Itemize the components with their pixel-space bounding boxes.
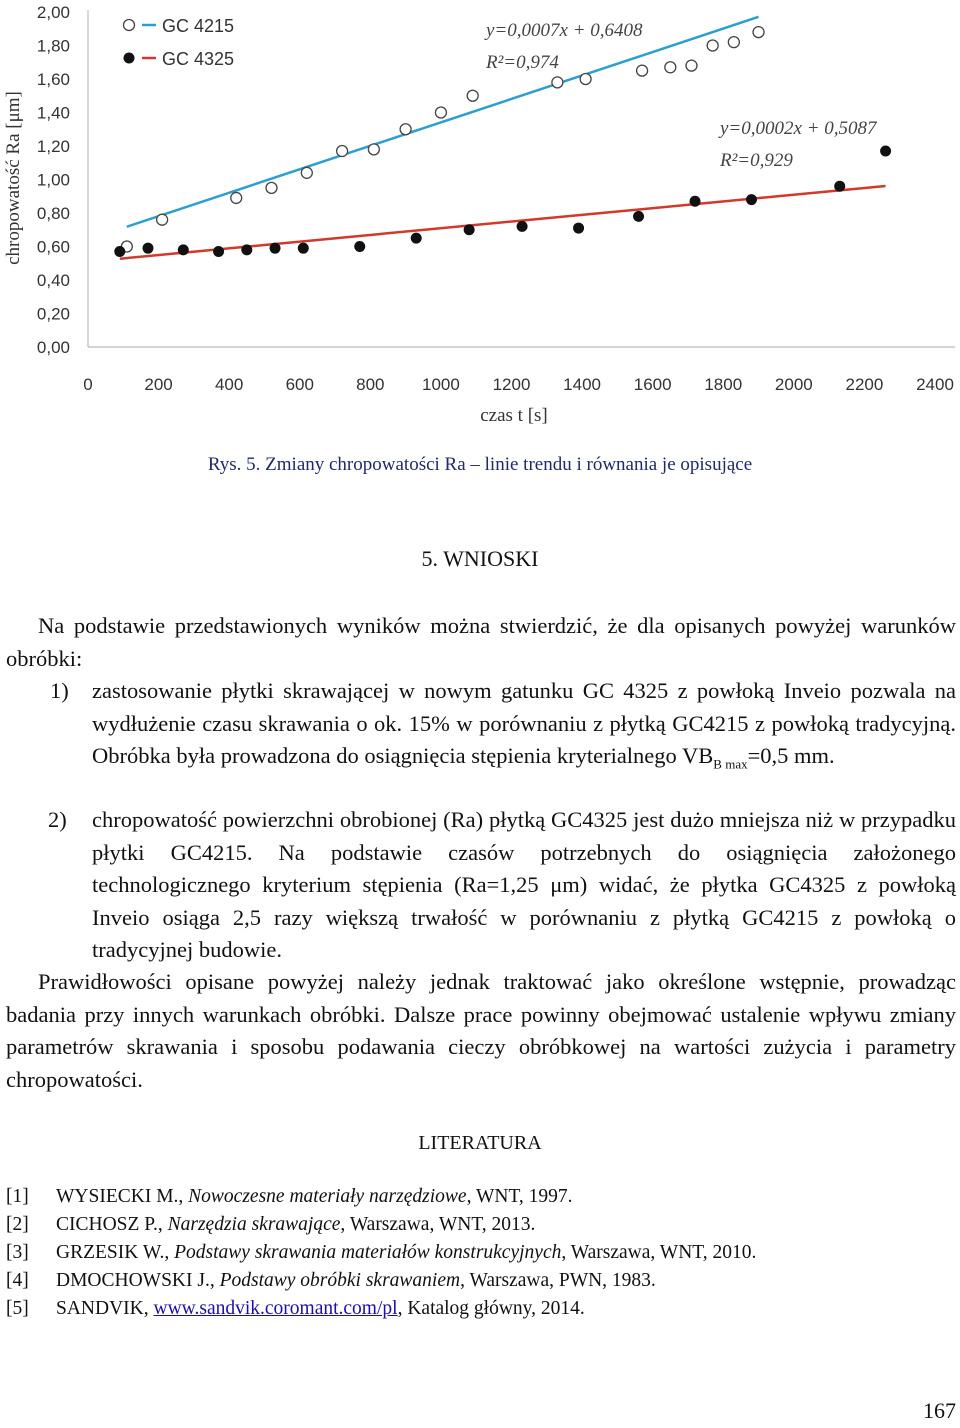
x-tick-label: 1600 <box>633 375 672 394</box>
data-point <box>753 27 764 38</box>
data-point <box>411 233 422 244</box>
legend-marker <box>124 53 135 64</box>
data-point <box>633 211 644 222</box>
x-tick-label: 2400 <box>916 375 954 394</box>
y-tick-label: 1,00 <box>36 170 70 190</box>
reference-number: [2] <box>6 1214 29 1235</box>
reference-3 <box>6 1242 756 1264</box>
data-point <box>637 65 648 76</box>
data-point <box>400 124 411 135</box>
x-axis-title: czas t [s] <box>480 405 548 426</box>
data-point <box>213 246 224 257</box>
reference-details: , WNT, 1997. <box>466 1186 573 1207</box>
y-axis-title: chropowatość Ra [μm] <box>3 91 24 265</box>
reference-details: , Warszawa, WNT, 2013. <box>340 1214 536 1235</box>
chart-area <box>0 0 960 440</box>
data-point <box>368 144 379 155</box>
x-tick-label: 800 <box>356 375 385 394</box>
x-tick-label: 1800 <box>704 375 743 394</box>
legend-label: GC 4215 <box>162 16 235 36</box>
reference-number: [5] <box>6 1298 29 1319</box>
section-title: 5. WNIOSKI <box>421 546 539 571</box>
data-point <box>231 192 242 203</box>
x-tick-label: 400 <box>214 375 244 394</box>
reference-author: CICHOSZ P., <box>56 1214 168 1235</box>
intro-paragraph: Na podstawie przedstawionych wyników można stwierdzić, że dla opisanych powyżej warunków obróbki: <box>6 613 956 671</box>
literature-title: LITERATURA <box>418 1132 542 1154</box>
y-tick-label: 0,20 <box>36 304 70 324</box>
reference-author: WYSIECKI M., <box>56 1186 189 1207</box>
reference-1 <box>6 1186 573 1208</box>
data-point <box>580 74 591 85</box>
x-tick-label: 2000 <box>774 375 813 394</box>
data-point <box>728 37 739 48</box>
reference-number: [1] <box>6 1186 29 1207</box>
x-tick-label: 1400 <box>563 375 601 394</box>
figure-caption: Rys. 5. Zmiany chropowatości Ra – linie trendu i równania je opisujące <box>207 454 753 475</box>
x-tick-label: 1000 <box>422 375 460 394</box>
data-point <box>464 224 475 235</box>
data-point <box>746 194 757 205</box>
y-tick-label: 0,00 <box>36 338 70 357</box>
data-point <box>517 221 528 232</box>
reference-4 <box>6 1270 656 1292</box>
x-tick-label: 600 <box>285 375 314 394</box>
reference-number: [4] <box>6 1270 29 1291</box>
item-1-body: zastosowanie płytki skrawającej w nowym gatunku GC 4325 z powłoką Inveio pozwala na wydłużenie czasu skrawania o ok. 15% w porównaniu z płytką GC4215 z powłoką tradycyjną. Obróbka była prowadzona do osiągnięcia stępienia kryterialnego VB <box>92 678 956 768</box>
data-point <box>880 146 891 157</box>
data-point <box>354 241 365 252</box>
data-point <box>337 146 348 157</box>
data-point <box>266 182 277 193</box>
reference-title: Narzędzia skrawające <box>167 1214 341 1235</box>
reference-author: SANDVIK, <box>56 1298 154 1319</box>
y-tick-label: 0,60 <box>36 237 70 257</box>
legend-marker <box>124 20 135 31</box>
y-tick-label: 1,80 <box>36 36 70 56</box>
data-point <box>142 243 153 254</box>
x-tick-label: 200 <box>144 375 173 394</box>
reference-title: Nowoczesne materiały narzędziowe <box>188 1186 467 1207</box>
x-tick-label: 2200 <box>845 375 884 394</box>
x-tick-label: 0 <box>83 375 93 394</box>
reference-author: GRZESIK W., <box>56 1242 175 1263</box>
trend-r-squared: R²=0,929 <box>720 150 793 171</box>
trend-r-squared: R²=0,974 <box>486 52 559 73</box>
reference-details: , Katalog główny, 2014. <box>397 1298 585 1319</box>
y-tick-label: 2,00 <box>36 3 70 22</box>
closing-paragraph: Prawidłowości opisane powyżej należy jednak traktować jako określone wstępnie, prowadząc badania przy innych warunkach obróbki. Dalsze prace powinny obejmować ustalenie wpływu zmiany parametrów skrawania i sposobu podawania cieczy obróbkowej na wartości zużycia i parametry chropowatości. <box>6 969 956 1092</box>
reference-title: Podstawy skrawania materiałów konstrukcyjnych <box>174 1242 562 1263</box>
item-1-tail: =0,5 mm. <box>747 743 835 768</box>
data-point <box>298 243 309 254</box>
trend-equation: y=0,0002x + 0,5087 <box>720 118 877 139</box>
item-2-text: chropowatość powierzchni obrobionej (Ra) płytką GC4325 jest dużo mniejsza niż w przypadku płytki GC4215. Na podstawie czasów potrzebnych do osiągnięcia założonego technologicznego kryterium stępienia (Ra=1,25 μm) widać, że płytka GC4325 z powłoką Inveio osiąga 2,5 razy większą trwałość w porównaniu z płytką GC4215 z powłoką o tradycyjnej budowie. <box>92 807 956 962</box>
y-tick-label: 1,20 <box>36 137 70 156</box>
data-point <box>834 181 845 192</box>
y-tick-label: 0,80 <box>36 204 70 223</box>
reference-5 <box>6 1298 585 1320</box>
data-point <box>690 196 701 207</box>
chart-legend <box>124 16 235 69</box>
y-tick-label: 1,60 <box>36 70 70 89</box>
data-point <box>301 167 312 178</box>
data-point <box>157 214 168 225</box>
reference-details: , Warszawa, WNT, 2010. <box>561 1242 757 1263</box>
reference-author: DMOCHOWSKI J., <box>56 1270 220 1291</box>
data-point <box>178 244 189 255</box>
reference-2 <box>6 1214 535 1236</box>
data-point <box>270 243 281 254</box>
reference-title: Podstawy obróbki skrawaniem <box>219 1270 461 1291</box>
item-1-text <box>92 675 956 781</box>
data-point <box>686 60 697 71</box>
page-number: 167 <box>923 1398 956 1423</box>
item-1-number: 1) <box>50 678 69 703</box>
data-point <box>467 90 478 101</box>
data-point <box>552 77 563 88</box>
x-tick-label: 1200 <box>492 375 531 394</box>
data-point <box>707 40 718 51</box>
chart-axes <box>3 3 955 426</box>
reference-number: [3] <box>6 1242 29 1263</box>
data-point <box>665 62 676 73</box>
legend-label: GC 4325 <box>162 49 235 69</box>
y-tick-label: 0,40 <box>36 271 70 290</box>
y-tick-label: 1,40 <box>36 103 70 123</box>
reference-link[interactable]: www.sandvik.coromant.com/pl <box>153 1298 398 1319</box>
reference-details: , Warszawa, PWN, 1983. <box>460 1270 656 1291</box>
data-point <box>435 107 446 118</box>
item-1-subscript: B max <box>713 756 748 772</box>
data-point <box>114 246 125 257</box>
data-point <box>573 223 584 234</box>
data-point <box>241 244 252 255</box>
trend-equation: y=0,0007x + 0,6408 <box>486 20 643 41</box>
item-2-number: 2) <box>48 807 67 832</box>
